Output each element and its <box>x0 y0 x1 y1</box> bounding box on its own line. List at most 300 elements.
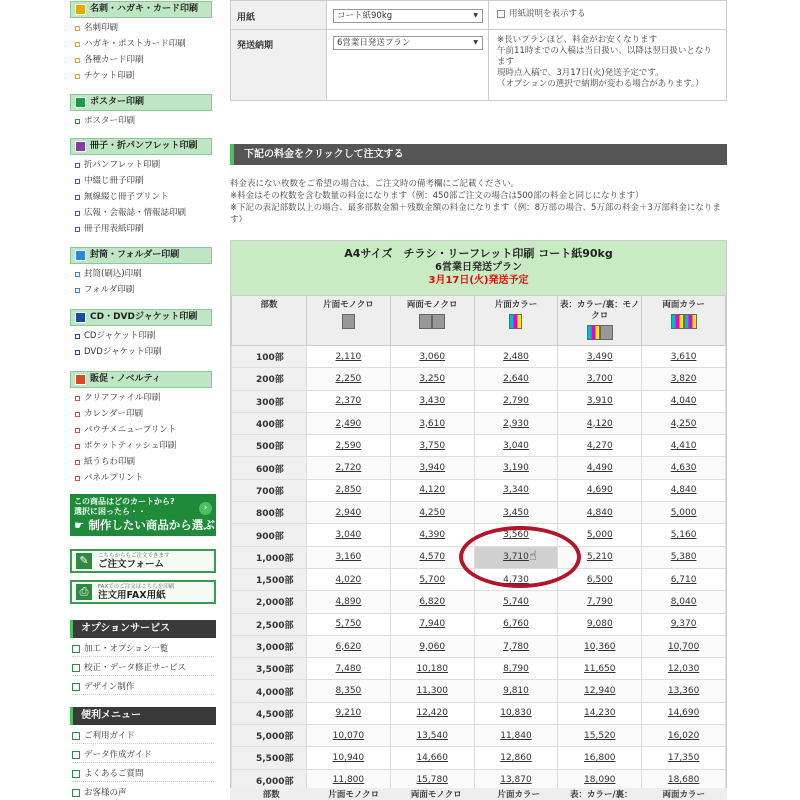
sidebar-link-label: 紙うちわ印刷 <box>84 457 136 467</box>
price-link[interactable]: 2,490 <box>307 412 391 434</box>
printer-icon: ⎙ <box>76 584 92 600</box>
fax-button[interactable] <box>70 580 216 604</box>
menu-link-label: 加工・オプション一覧 <box>84 644 169 654</box>
delivery-note-line: ※長いプランほど、料金がお安くなります <box>497 35 658 45</box>
category-icon <box>75 4 86 15</box>
footer-column-header: 表：カラー/裏： <box>569 790 633 800</box>
sidebar-link-label: 広報・会報誌・情報誌印刷 <box>84 208 187 218</box>
table-row <box>232 702 726 724</box>
price-link[interactable]: 3,250 <box>390 368 474 390</box>
price-link[interactable]: 4,120 <box>558 412 642 434</box>
mono-swatch-icon <box>600 325 613 340</box>
column-header-label: 表：カラー/裏：モノクロ <box>560 300 640 321</box>
price-link[interactable]: 10,700 <box>642 635 726 657</box>
price-link[interactable]: 4,120 <box>390 479 474 501</box>
column-header <box>474 296 558 346</box>
bullet-icon <box>75 195 80 200</box>
quantity-cell: 300部 <box>232 390 307 412</box>
sidebar-link[interactable] <box>75 160 160 170</box>
sidebar-link-label: パウチメニュープリント <box>84 425 177 435</box>
price-link[interactable]: 2,720 <box>307 457 391 479</box>
price-link[interactable]: 3,190 <box>474 457 558 479</box>
price-link[interactable]: 12,940 <box>558 680 642 702</box>
bullet-icon <box>75 179 80 184</box>
price-link[interactable]: 2,850 <box>307 479 391 501</box>
category-title: 冊子・折パンフレット印刷 <box>90 141 198 151</box>
price-link[interactable]: 5,160 <box>642 524 726 546</box>
mono-swatch-icon <box>342 314 355 329</box>
sidebar-link[interactable] <box>75 441 176 451</box>
print-type-swatches <box>475 311 558 333</box>
mono-swatch-icon <box>432 314 445 329</box>
sidebar-link-label: チケット印刷 <box>84 71 135 81</box>
bullet-icon <box>75 396 80 401</box>
price-link[interactable]: 4,040 <box>642 390 726 412</box>
print-type-swatches <box>642 311 725 333</box>
product-chooser-banner[interactable] <box>70 494 216 536</box>
bullet-icon <box>75 350 80 355</box>
menu-link[interactable] <box>72 748 214 763</box>
checkbox-icon <box>72 645 80 653</box>
price-link[interactable]: 16,020 <box>642 725 726 747</box>
column-header <box>390 296 474 346</box>
bullet-icon <box>75 119 80 124</box>
price-table-ship-date: 3月17日(火)発送予定 <box>428 275 529 286</box>
category-header[interactable] <box>70 371 212 388</box>
sidebar-link-label: ポケットティッシュ印刷 <box>84 441 177 451</box>
price-link[interactable]: 13,360 <box>642 680 726 702</box>
menu-link-label: デザイン制作 <box>84 682 135 692</box>
category-header[interactable] <box>70 247 212 264</box>
price-link[interactable]: 2,590 <box>307 435 391 457</box>
column-header-label: 両面カラー <box>662 300 705 310</box>
price-link[interactable]: 14,690 <box>642 702 726 724</box>
quantity-cell: 3,000部 <box>232 635 307 657</box>
table-row <box>232 457 726 479</box>
column-header <box>232 296 307 346</box>
price-link[interactable]: 13,540 <box>390 725 474 747</box>
price-link[interactable]: 18,090 <box>558 769 642 791</box>
banner-text-2: 選択に困ったら・・ <box>74 507 146 516</box>
price-link[interactable]: 5,380 <box>642 546 726 568</box>
sidebar-link-label: カレンダー印刷 <box>84 409 143 419</box>
checkbox-icon <box>72 751 80 759</box>
sidebar-link[interactable] <box>75 393 160 403</box>
column-header-label: 両面モノクロ <box>406 300 458 310</box>
price-link[interactable]: 15,520 <box>558 725 642 747</box>
menu-link-label: よくあるご質問 <box>84 769 144 779</box>
paper-label: 用紙 <box>231 1 327 29</box>
column-header <box>558 296 642 346</box>
button-text <box>98 553 170 570</box>
price-link[interactable]: 3,610 <box>642 346 726 368</box>
table-row <box>232 747 726 769</box>
sidebar-link-label: フォルダ印刷 <box>84 285 135 295</box>
table-row <box>232 368 726 390</box>
price-link[interactable]: 4,270 <box>558 435 642 457</box>
price-link[interactable]: 5,210 <box>558 546 642 568</box>
price-link[interactable]: 9,810 <box>474 680 558 702</box>
price-link[interactable]: 5,740 <box>474 591 558 613</box>
table-row <box>232 524 726 546</box>
bullet-icon <box>75 476 80 481</box>
price-link[interactable]: 18,680 <box>642 769 726 791</box>
price-link[interactable]: 3,040 <box>474 435 558 457</box>
table-row <box>232 635 726 657</box>
price-link[interactable]: 4,840 <box>642 479 726 501</box>
color-swatch-icon <box>587 325 600 340</box>
price-link[interactable]: 10,180 <box>390 658 474 680</box>
quantity-cell: 5,000部 <box>232 725 307 747</box>
table-row <box>232 568 726 590</box>
sidebar-link[interactable] <box>75 285 134 295</box>
price-link[interactable]: 2,790 <box>474 390 558 412</box>
bullet-icon <box>75 444 80 449</box>
price-table-footer-header <box>230 788 727 800</box>
checkbox-icon <box>72 789 80 797</box>
delivery-select[interactable]: 6営業日発送プラン ▼ <box>333 36 483 50</box>
price-link[interactable]: 3,940 <box>390 457 474 479</box>
price-link[interactable]: 7,940 <box>390 613 474 635</box>
price-link[interactable]: 5,000 <box>642 502 726 524</box>
hand-cursor-icon: ☝ <box>529 549 537 564</box>
print-type-swatches <box>558 322 641 344</box>
paper-description-checkbox[interactable] <box>497 10 505 18</box>
price-link[interactable]: 7,480 <box>307 658 391 680</box>
price-link[interactable]: 3,610 <box>390 412 474 434</box>
table-row <box>232 412 726 434</box>
price-link[interactable]: 13,870 <box>474 769 558 791</box>
quantity-cell: 200部 <box>232 368 307 390</box>
sidebar-link[interactable] <box>75 347 162 357</box>
footer-column-header: 部数 <box>262 790 280 800</box>
quantity-cell: 1,000部 <box>232 546 307 568</box>
sidebar-link-label: 冊子用表紙印刷 <box>84 224 144 234</box>
price-link[interactable]: 9,080 <box>558 613 642 635</box>
quantity-cell: 400部 <box>232 412 307 434</box>
price-table-plan: 6営業日発送プラン <box>435 262 522 273</box>
sidebar-link-label: 各種カード印刷 <box>84 55 144 65</box>
price-link[interactable]: 3,160 <box>307 546 391 568</box>
note-line: ※下記の表記部数以上の場合、最多部数金額＋残数金額の料金になります（例：8万部の場合、5万部の料金＋3万部料金になります） <box>230 203 721 225</box>
quantity-cell: 1,500部 <box>232 568 307 590</box>
sidebar-link-label: 封筒(刷込)印刷 <box>84 269 142 279</box>
options-header: オプションサービス <box>70 620 216 638</box>
button-label: ご注文フォーム <box>98 558 165 570</box>
quantity-cell: 900部 <box>232 524 307 546</box>
table-row <box>232 390 726 412</box>
price-link[interactable]: 5,700 <box>390 568 474 590</box>
price-link[interactable]: 6,620 <box>307 635 391 657</box>
bullet-icon <box>75 288 80 293</box>
price-link[interactable]: 3,490 <box>558 346 642 368</box>
price-link[interactable]: 11,800 <box>307 769 391 791</box>
quantity-cell: 4,000部 <box>232 680 307 702</box>
price-table <box>231 295 726 792</box>
sidebar-link[interactable] <box>75 192 169 202</box>
price-link[interactable]: 2,930 <box>474 412 558 434</box>
menu-link[interactable] <box>72 661 214 676</box>
footer-column-header: 両面モノクロ <box>410 790 462 800</box>
price-link[interactable]: 15,780 <box>390 769 474 791</box>
column-header <box>307 296 391 346</box>
price-link[interactable]: 2,480 <box>474 346 558 368</box>
category-header[interactable] <box>70 1 212 18</box>
menu-link-label: お客様の声 <box>84 788 127 798</box>
sidebar-link-label: クリアファイル印刷 <box>84 393 161 403</box>
sidebar-link-label: ハガキ・ポストカード印刷 <box>84 39 186 49</box>
pencil-icon: ✎ <box>76 553 92 569</box>
category-title: 名刺・ハガキ・カード印刷 <box>90 4 199 14</box>
price-link[interactable]: 4,020 <box>307 568 391 590</box>
sidebar-link[interactable] <box>75 425 176 435</box>
sidebar-link[interactable] <box>75 39 186 49</box>
delivery-label: 発送納期 <box>231 30 327 100</box>
quantity-cell: 6,000部 <box>232 769 307 791</box>
column-header-label: 部数 <box>260 300 278 310</box>
bullet-icon <box>75 211 80 216</box>
column-header <box>642 296 726 346</box>
price-link[interactable]: 3,700 <box>558 368 642 390</box>
price-link[interactable]: 10,940 <box>307 747 391 769</box>
bullet-icon <box>75 412 80 417</box>
bullet-icon <box>75 26 80 31</box>
menu-link[interactable] <box>72 642 214 657</box>
price-link[interactable]: 2,940 <box>307 502 391 524</box>
price-link[interactable]: 12,860 <box>474 747 558 769</box>
price-link[interactable]: 6,500 <box>558 568 642 590</box>
price-link[interactable]: 6,710 <box>642 568 726 590</box>
price-link[interactable]: 8,790 <box>474 658 558 680</box>
bullet-icon <box>75 163 80 168</box>
sidebar-link[interactable] <box>75 473 143 483</box>
delivery-row <box>230 29 727 101</box>
menu-link[interactable] <box>72 786 214 800</box>
banner-text-1: この商品はどのカートから? <box>74 497 175 506</box>
table-row <box>232 346 726 368</box>
price-link[interactable]: 10,360 <box>558 635 642 657</box>
price-link[interactable]: 7,780 <box>474 635 558 657</box>
quantity-cell: 3,500部 <box>232 658 307 680</box>
form-button[interactable] <box>70 549 216 573</box>
price-link[interactable]: 2,110 <box>307 346 391 368</box>
category-icon <box>75 312 86 323</box>
convenience-header: 便利メニュー <box>70 707 216 725</box>
color-swatch-icon <box>509 314 522 329</box>
note-line: 料金表にない枚数をご希望の場合は、ご注文時の備考欄にご記載ください。 <box>230 179 520 189</box>
category-title: 販促・ノベルティ <box>90 374 161 384</box>
price-link[interactable]: 4,490 <box>558 457 642 479</box>
price-link[interactable]: 16,800 <box>558 747 642 769</box>
price-link[interactable]: 6,820 <box>390 591 474 613</box>
price-link[interactable]: 8,350 <box>307 680 391 702</box>
footer-column-header: 片面カラー <box>497 790 540 800</box>
price-link[interactable]: 3,060 <box>390 346 474 368</box>
color-swatch-icon <box>671 314 684 329</box>
quantity-cell: 5,500部 <box>232 747 307 769</box>
category-header[interactable] <box>70 309 212 326</box>
category-icon <box>75 141 86 152</box>
price-table-header <box>231 241 726 295</box>
table-row <box>232 479 726 501</box>
price-link[interactable]: 4,890 <box>307 591 391 613</box>
footer-column-header: 両面カラー <box>662 790 705 800</box>
menu-link[interactable] <box>72 680 214 695</box>
footer-column-header: 片面モノクロ <box>328 790 380 800</box>
delivery-note-line: （オプションの選択で納期が変わる場合があります。） <box>497 79 704 89</box>
category-icon <box>75 374 86 385</box>
sidebar-link[interactable] <box>75 176 144 186</box>
price-link[interactable]: 11,650 <box>558 658 642 680</box>
price-link[interactable]: 9,370 <box>642 613 726 635</box>
category-header[interactable] <box>70 138 212 155</box>
sidebar-link[interactable] <box>75 116 135 126</box>
price-link[interactable]: 5,750 <box>307 613 391 635</box>
category-icon <box>75 97 86 108</box>
price-link[interactable]: 3,450 <box>474 502 558 524</box>
paper-select[interactable]: コート紙90kg ▼ <box>333 9 483 23</box>
sidebar-link[interactable] <box>75 409 143 419</box>
price-link[interactable]: 8,040 <box>642 591 726 613</box>
color-swatch-icon <box>684 314 697 329</box>
price-table-title: A4サイズ チラシ・リーフレット印刷 コート紙90kg <box>344 247 613 260</box>
arrow-right-icon: › <box>199 502 212 515</box>
price-link[interactable]: 17,350 <box>642 747 726 769</box>
table-row <box>232 546 726 568</box>
delivery-note-line: 現時点入稿で、3月17日(火)発送予定です。 <box>497 68 664 78</box>
sidebar-link[interactable] <box>75 71 134 81</box>
sidebar-link[interactable] <box>75 331 155 341</box>
quantity-cell: 600部 <box>232 457 307 479</box>
checkbox-icon <box>72 683 80 691</box>
price-link[interactable]: 3,040 <box>307 524 391 546</box>
price-link[interactable]: 6,760 <box>474 613 558 635</box>
price-link[interactable]: 5,000 <box>558 524 642 546</box>
price-link[interactable]: 12,030 <box>642 658 726 680</box>
price-link[interactable]: 9,060 <box>390 635 474 657</box>
column-header-label: 片面モノクロ <box>323 300 374 310</box>
price-link[interactable]: 2,640 <box>474 368 558 390</box>
price-link[interactable]: 14,230 <box>558 702 642 724</box>
checkbox-icon <box>72 664 80 672</box>
price-link[interactable]: 14,660 <box>390 747 474 769</box>
price-link[interactable]: 4,840 <box>558 502 642 524</box>
table-row <box>232 613 726 635</box>
category-header[interactable] <box>70 94 212 111</box>
sidebar-link[interactable] <box>75 23 118 33</box>
sidebar-link[interactable] <box>75 269 142 279</box>
price-link[interactable]: 3,910 <box>558 390 642 412</box>
sidebar-link[interactable] <box>75 55 144 65</box>
table-row <box>232 725 726 747</box>
sidebar <box>0 0 228 800</box>
quantity-cell: 100部 <box>232 346 307 368</box>
quantity-cell: 2,000部 <box>232 591 307 613</box>
price-link[interactable]: 4,730 <box>474 568 558 590</box>
bullet-icon <box>75 272 80 277</box>
category-title: CD・DVDジャケット印刷 <box>90 312 198 322</box>
bullet-icon <box>75 74 80 79</box>
menu-link-label: ご利用ガイド <box>84 731 135 741</box>
sidebar-link-label: ポスター印刷 <box>84 116 136 126</box>
price-link[interactable]: 3,820 <box>642 368 726 390</box>
table-row <box>232 435 726 457</box>
menu-link-label: データ作成ガイド <box>84 750 152 760</box>
price-link[interactable]: 10,830 <box>474 702 558 724</box>
print-type-swatches <box>391 311 474 333</box>
price-link[interactable]: 3,710 <box>474 546 558 568</box>
bullet-icon <box>75 58 80 63</box>
quantity-cell: 500部 <box>232 435 307 457</box>
price-link[interactable]: 3,560 <box>474 524 558 546</box>
sidebar-link-label: パネルプリント <box>84 473 144 483</box>
price-link[interactable]: 4,250 <box>390 502 474 524</box>
checkbox-icon <box>72 732 80 740</box>
price-link[interactable]: 11,840 <box>474 725 558 747</box>
sidebar-link[interactable] <box>75 224 144 234</box>
price-link[interactable]: 7,790 <box>558 591 642 613</box>
menu-link[interactable] <box>72 767 214 782</box>
bullet-icon <box>75 460 80 465</box>
table-row <box>232 680 726 702</box>
price-link[interactable]: 4,250 <box>642 412 726 434</box>
price-link[interactable]: 11,300 <box>390 680 474 702</box>
price-link[interactable]: 2,250 <box>307 368 391 390</box>
table-row <box>232 502 726 524</box>
bullet-icon <box>75 42 80 47</box>
sidebar-link-label: DVDジャケット印刷 <box>84 347 162 357</box>
bullet-icon <box>75 334 80 339</box>
price-link[interactable]: 10,070 <box>307 725 391 747</box>
sidebar-link-label: 名刺印刷 <box>84 23 119 33</box>
order-section-title: 下記の料金をクリックして注文する <box>230 144 727 165</box>
quantity-cell: 4,500部 <box>232 702 307 724</box>
price-link[interactable]: 3,340 <box>474 479 558 501</box>
sidebar-link-label: 無線綴じ冊子プリント <box>84 192 169 202</box>
category-title: 封筒・フォルダー印刷 <box>90 250 180 260</box>
quantity-cell: 700部 <box>232 479 307 501</box>
delivery-note <box>489 30 726 100</box>
bullet-icon <box>75 227 80 232</box>
sidebar-link-label: 中綴じ冊子印刷 <box>84 176 144 186</box>
price-link[interactable]: 3,750 <box>390 435 474 457</box>
sidebar-link[interactable] <box>75 457 135 467</box>
button-text <box>98 584 174 601</box>
price-link[interactable]: 4,410 <box>642 435 726 457</box>
table-row <box>232 658 726 680</box>
price-link[interactable]: 12,420 <box>390 702 474 724</box>
checkbox-icon <box>72 770 80 778</box>
paper-description-label: 用紙説明を表示する <box>509 9 586 19</box>
price-notes <box>230 178 727 226</box>
note-line: ※料金はその枚数を含む数量の料金になります（例：450部ご注文の場合は500部の料金と同じになります） <box>230 191 644 201</box>
paper-row <box>230 0 727 30</box>
price-link[interactable]: 4,690 <box>558 479 642 501</box>
price-link[interactable]: 3,430 <box>390 390 474 412</box>
menu-link[interactable] <box>72 729 214 744</box>
sidebar-link-label: CDジャケット印刷 <box>84 331 156 341</box>
quantity-cell: 2,500部 <box>232 613 307 635</box>
table-row <box>232 591 726 613</box>
price-link[interactable]: 4,390 <box>390 524 474 546</box>
print-type-swatches <box>307 311 390 333</box>
price-link[interactable]: 2,370 <box>307 390 391 412</box>
sidebar-link[interactable] <box>75 208 186 218</box>
button-subtext: FAXでのご注文はこちらを印刷 <box>98 583 175 590</box>
price-link[interactable]: 9,210 <box>307 702 391 724</box>
price-link[interactable]: 4,630 <box>642 457 726 479</box>
price-link[interactable]: 4,570 <box>390 546 474 568</box>
